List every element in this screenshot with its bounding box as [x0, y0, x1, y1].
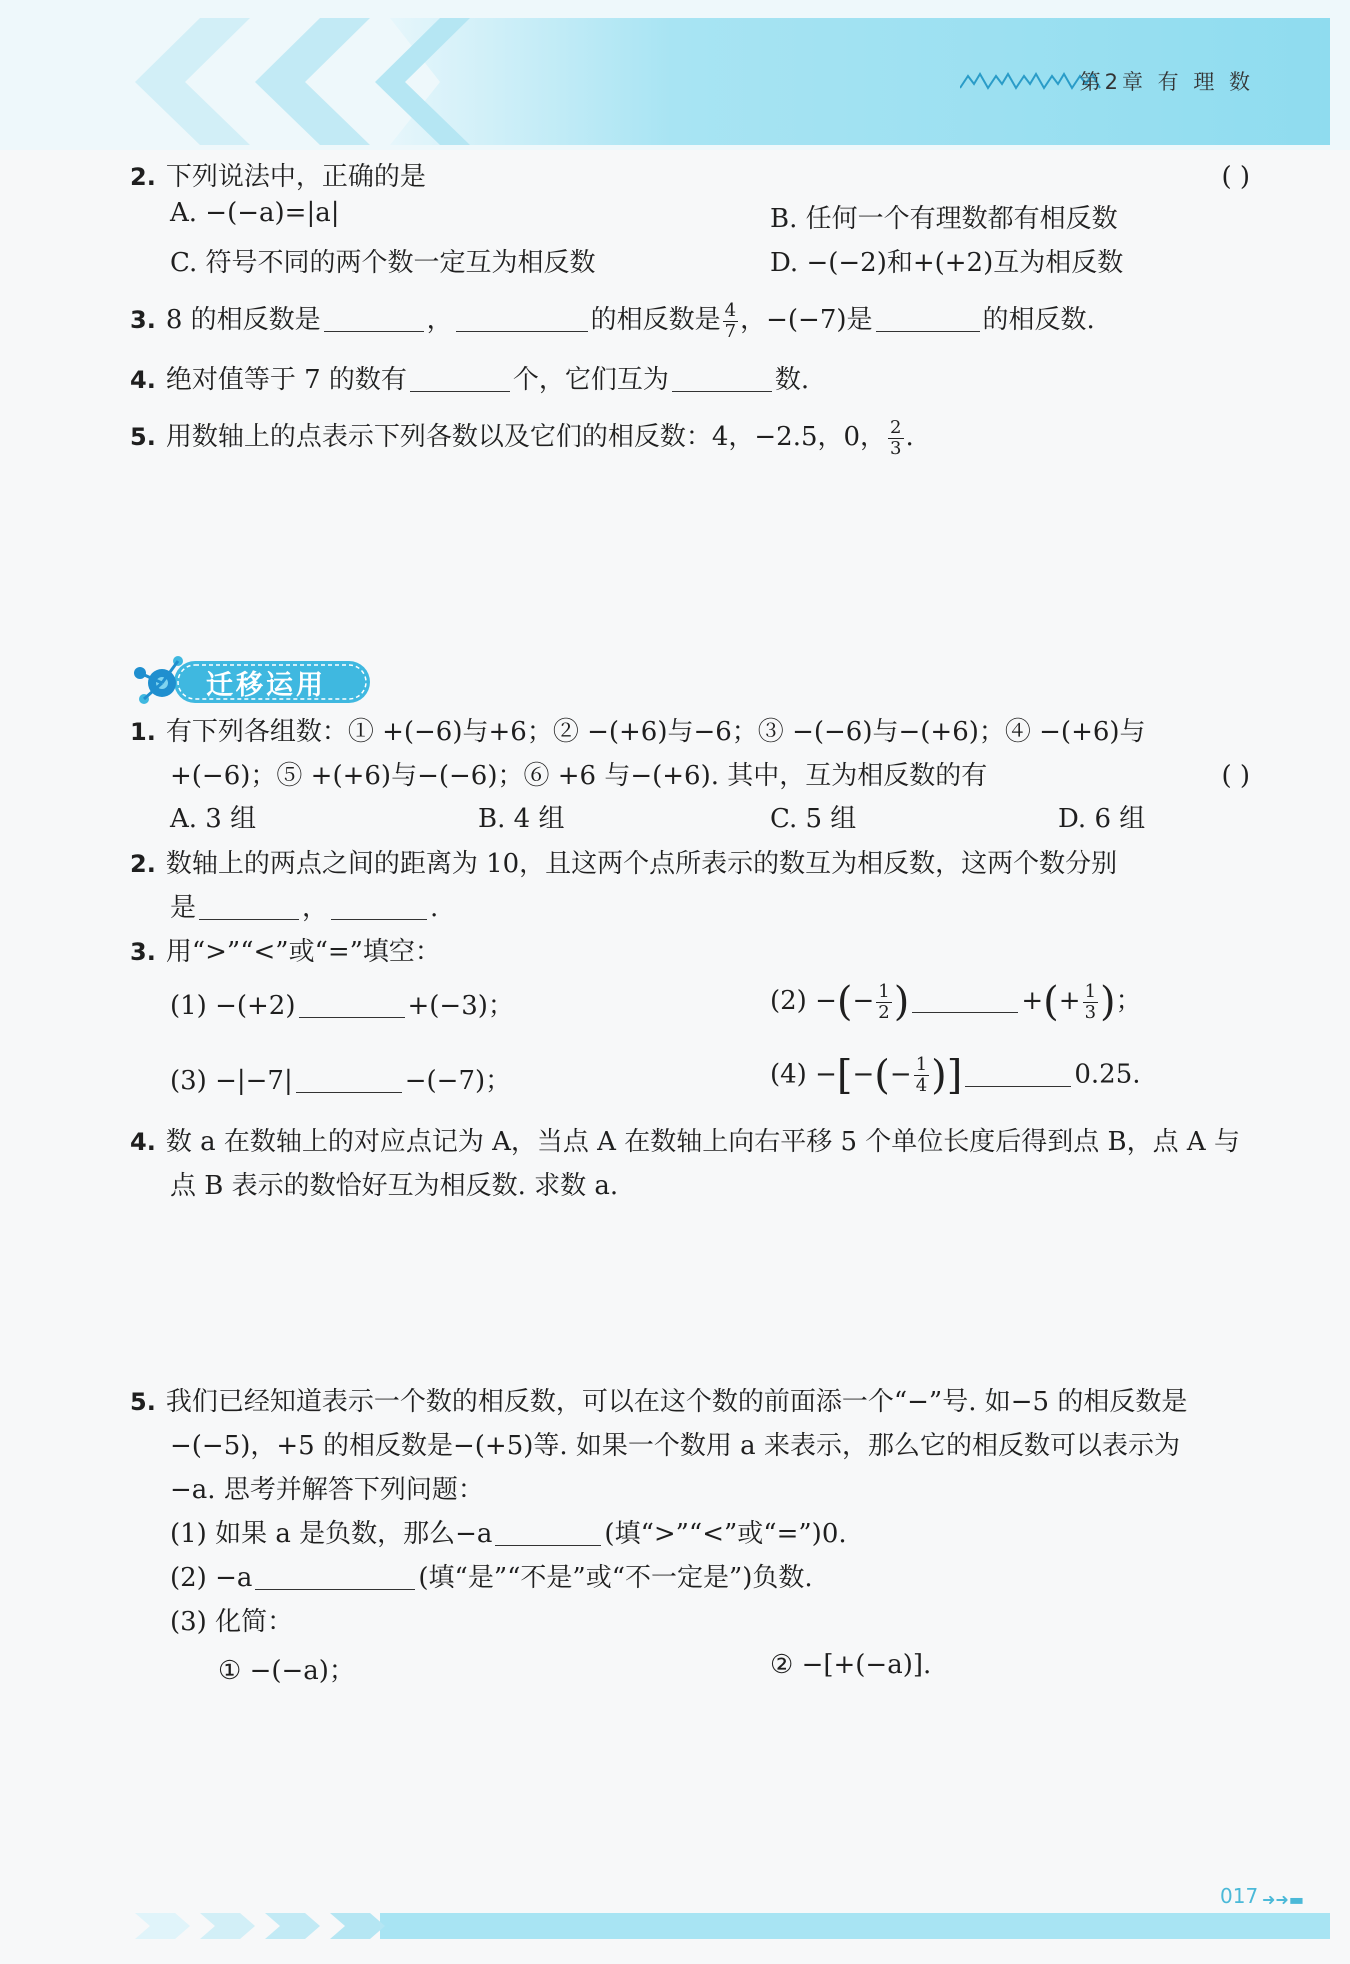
fraction: $\frac{1}{4}$: [915, 1054, 928, 1096]
page-number: 017: [1220, 1884, 1259, 1908]
question-2: 2. 数轴上的两点之间的距离为 10，且这两个点所表示的数互为相反数，这两个数分别: [130, 849, 1118, 879]
answer-blank[interactable]: [296, 1066, 402, 1093]
chapter-title: 第2章 有 理 数: [1079, 70, 1254, 94]
fraction: $\frac{4}{7}$: [724, 299, 737, 342]
answer-blank[interactable]: [199, 893, 299, 920]
sub-question-4: (4) −[−(− $\frac{1}{4}$ )] 0.25.: [770, 1052, 1141, 1099]
fraction: $\frac{1}{3}$: [1084, 980, 1097, 1023]
question-4: 4. 数 a 在数轴上的对应点记为 A，当点 A 在数轴上向右平移 5 个单位长度后得到点 B，点 A 与: [130, 1127, 1240, 1157]
sub-question-2: (2) −a (填“是”“不是”或“不一定是”)负数.: [170, 1563, 813, 1593]
question-3: 3. 用“>”“<”或“=”填空：: [130, 937, 441, 967]
answer-blank[interactable]: [912, 986, 1018, 1013]
option-a[interactable]: A. 3 组: [170, 804, 257, 834]
simplify-item-1: ① −(−a)；: [218, 1656, 355, 1686]
option-a[interactable]: A. −(−a)=|a|: [170, 198, 340, 228]
footer-band: [0, 1905, 1350, 1945]
question-5-line2: −(−5)，+5 的相反数是−(+5)等. 如果一个数用 a 来表示，那么它的相反数可以表示为: [170, 1431, 1180, 1461]
option-c[interactable]: C. 符号不同的两个数一定互为相反数: [170, 248, 596, 278]
question-5-line3: −a. 思考并解答下列问题：: [170, 1475, 484, 1505]
option-b[interactable]: B. 任何一个有理数都有相反数: [770, 204, 1118, 234]
option-d[interactable]: D. −(−2)和+(+2)互为相反数: [770, 248, 1124, 278]
answer-blank[interactable]: [324, 305, 424, 332]
simplify-item-2: ② −[+(−a)].: [770, 1650, 932, 1680]
answer-blank[interactable]: [965, 1060, 1071, 1087]
fraction: $\frac{2}{3}$: [890, 416, 902, 459]
sub-question-2: (2) −(− $\frac{1}{2}$ ) +(+ $\frac{1}{3}$ )；: [770, 979, 1142, 1025]
answer-blank[interactable]: [255, 1563, 415, 1590]
answer-blank[interactable]: [495, 1519, 601, 1546]
sub-question-3: (3) −|−7| −(−7)；: [170, 1066, 512, 1096]
answer-blank[interactable]: [410, 365, 510, 392]
answer-blank[interactable]: [672, 365, 772, 392]
option-b[interactable]: B. 4 组: [478, 804, 565, 834]
option-c[interactable]: C. 5 组: [770, 804, 857, 834]
sub-question-1: (1) 如果 a 是负数，那么−a (填“>”“<”或“=”)0.: [170, 1519, 847, 1549]
question-1-line2: +(−6)；⑤ +(+6)与−(−6)；⑥ +6 与−(+6). 其中，互为相反数的有 ( ): [170, 754, 1250, 798]
question-3: 3. 8 的相反数是 ， 的相反数是 $\frac{4}{7}$ ，−(−7)是 的相反数.: [130, 299, 1095, 342]
answer-paren[interactable]: ( ): [1221, 162, 1250, 192]
question-4-line2: 点 B 表示的数恰好互为相反数. 求数 a.: [170, 1171, 619, 1201]
question-1: 1. 有下列各组数：① +(−6)与+6；② −(+6)与−6；③ −(−6)与−(+6)；④ −(+6)与: [130, 717, 1146, 747]
question-5: 5. 用数轴上的点表示下列各数以及它们的相反数：4，−2.5，0， $\frac{2}{3}$ .: [130, 416, 914, 459]
question-5: 5. 我们已经知道表示一个数的相反数，可以在这个数的前面添一个“−”号. 如−5 的相反数是: [130, 1387, 1188, 1417]
question-2: 2. 下列说法中，正确的是 ( ): [130, 155, 1250, 199]
fraction: $\frac{1}{2}$: [878, 980, 890, 1023]
arrow-right-icon: ➜➜▬: [1262, 1890, 1304, 1909]
section-title: 迁移运用: [206, 670, 326, 701]
answer-paren[interactable]: ( ): [1221, 761, 1250, 791]
answer-blank[interactable]: [299, 991, 405, 1018]
answer-blank[interactable]: [456, 305, 588, 332]
question-2-line2: 是 ， .: [170, 893, 439, 923]
answer-blank[interactable]: [331, 893, 427, 920]
sub-question-3: (3) 化简：: [170, 1607, 294, 1637]
option-d[interactable]: D. 6 组: [1058, 804, 1146, 834]
answer-blank[interactable]: [876, 305, 980, 332]
sub-question-1: (1) −(+2) +(−3)；: [170, 991, 514, 1021]
question-4: 4. 绝对值等于 7 的数有 个，它们互为 数.: [130, 365, 810, 395]
